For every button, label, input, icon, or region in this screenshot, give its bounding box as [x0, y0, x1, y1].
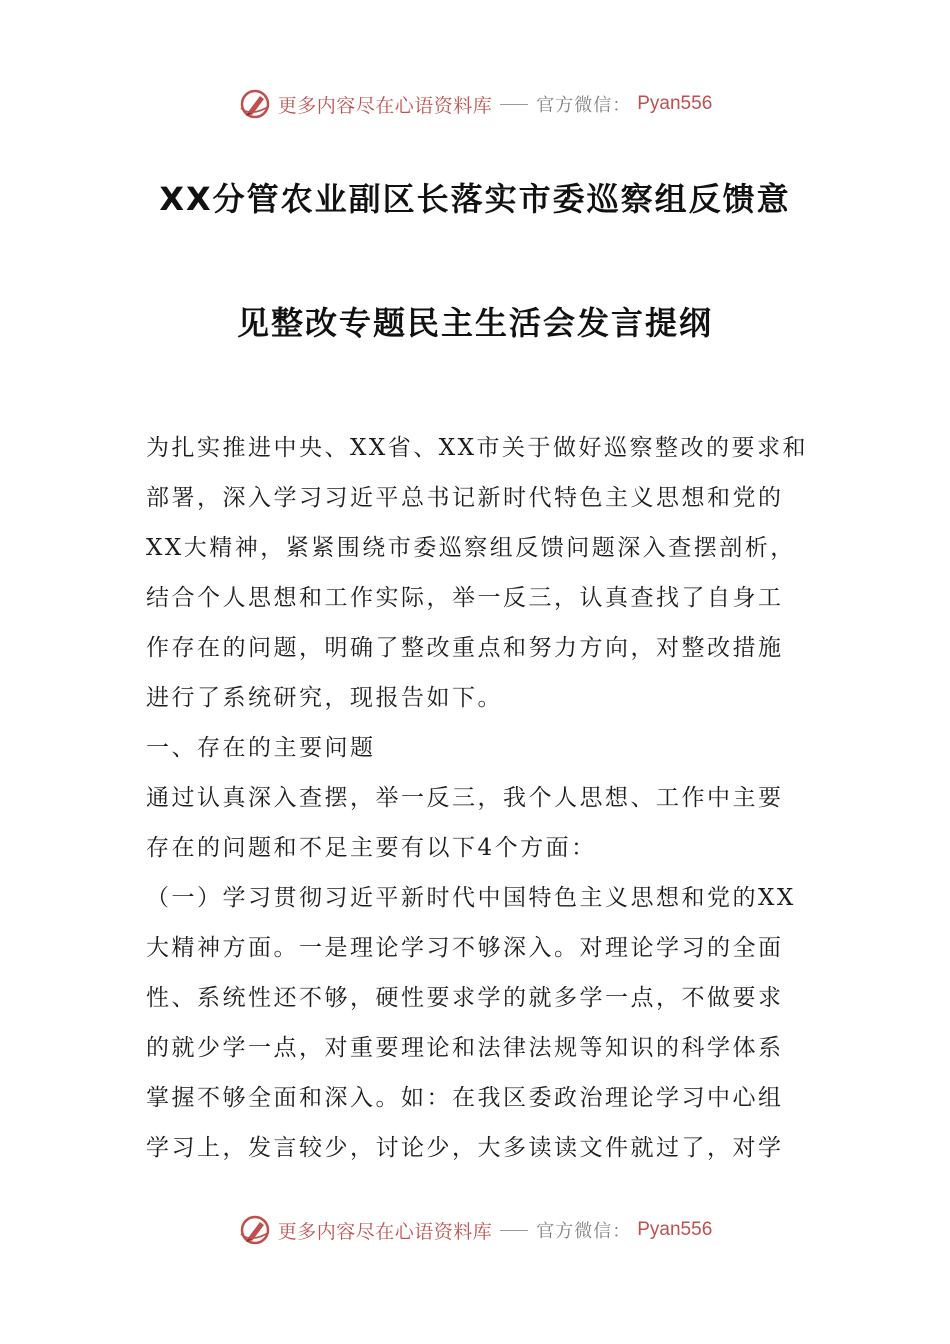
body-line: （一）学习贯彻习近平新时代中国特色主义思想和党的XX [146, 885, 796, 911]
footer-banner [0, 1210, 950, 1250]
pen-logo-icon [238, 1213, 272, 1247]
document-title-line-2: 见整改专题民主生活会发言提纲 [236, 304, 713, 342]
section-heading: 一、存在的主要问题 [146, 735, 376, 761]
banner-divider [500, 1230, 528, 1231]
brand-text: 更多内容尽在心语资料库 [277, 94, 493, 117]
document-title-line-1: XX分管农业副区长落实市委巡察组反馈意 [159, 180, 791, 218]
document-body [146, 428, 810, 1178]
body-line: 为扎实推进中央、XX省、XX市关于做好巡察整改的要求和 [146, 435, 808, 461]
body-line: 存在的问题和不足主要有以下4个方面： [146, 835, 597, 861]
body-line: 性、系统性还不够，硬性要求学的就多学一点，不做要求 [146, 985, 784, 1011]
official-label: 官方微信： [536, 1221, 632, 1242]
body-line: 进行了系统研究，现报告如下。 [146, 685, 503, 711]
body-line: 结合个人思想和工作实际，举一反三，认真查找了自身工 [146, 585, 784, 611]
body-line: 学习上，发言较少，讨论少，大多读读文件就过了，对学 [146, 1135, 784, 1161]
brand-text: 更多内容尽在心语资料库 [277, 1220, 493, 1243]
body-line: 部署，深入学习习近平总书记新时代特色主义思想和党的 [146, 485, 784, 511]
official-label: 官方微信： [536, 95, 632, 116]
body-line: 作存在的问题，明确了整改重点和努力方向，对整改措施 [146, 635, 784, 661]
body-line: 大精神方面。一是理论学习不够深入。对理论学习的全面 [146, 935, 784, 961]
header-banner [0, 84, 950, 124]
body-line: 通过认真深入查摆，举一反三，我个人思想、工作中主要 [146, 785, 784, 811]
banner-divider [500, 104, 528, 105]
body-line: XX大精神，紧紧围绕市委巡察组反馈问题深入查摆剖析， [146, 535, 796, 561]
body-line: 掌握不够全面和深入。如：在我区委政治理论学习中心组 [146, 1085, 784, 1111]
pen-logo-icon [238, 87, 272, 121]
body-line: 的就少学一点，对重要理论和法律法规等知识的科学体系 [146, 1035, 784, 1061]
wechat-id: Pyan556 [637, 1219, 713, 1240]
wechat-id: Pyan556 [637, 93, 713, 114]
